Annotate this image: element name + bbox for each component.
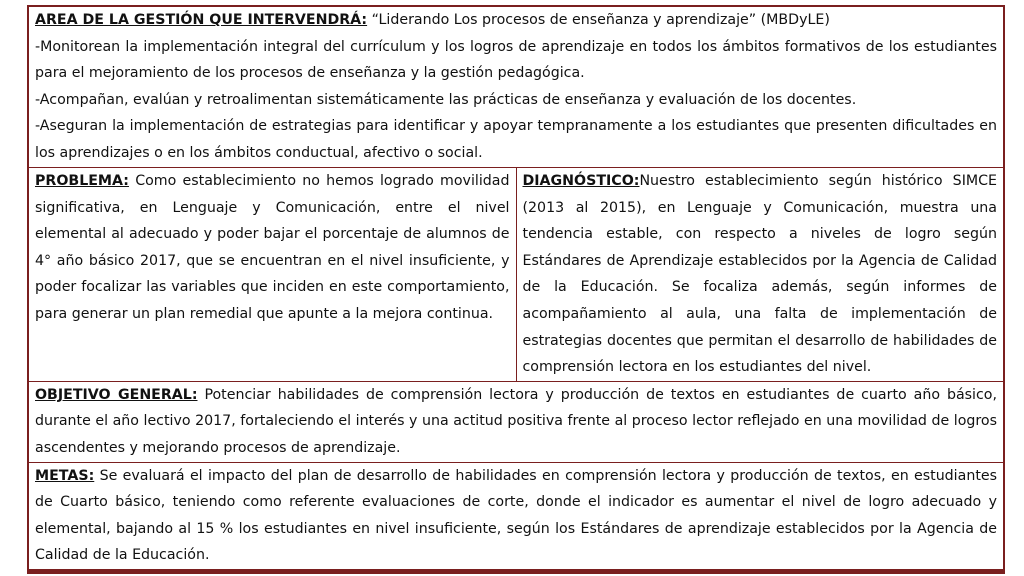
area-label: AREA DE LA GESTIÓN QUE INTERVENDRÁ:	[35, 12, 368, 28]
area-value: “Liderando Los procesos de enseñanza y aprendizaje” (MBDyLE)	[367, 12, 830, 28]
problema-text: Como establecimiento no hemos logrado movilidad significativa, en Lenguaje y Comunicación, entre el nivel elemental al adecuado y poder bajar el porcentaje de alumnos de 4° año básico 2017, que se encuentran en el nivel insuficiente, y poder focalizar las variables que inciden en este comportamiento, para generar un plan remedial que apunte a la mejora continua.	[35, 173, 510, 322]
objetivo-cell	[28, 381, 1004, 462]
diagnostico-cell	[516, 168, 1004, 382]
objetivo-label: OBJETIVO GENERAL:	[35, 386, 198, 403]
area-row	[28, 6, 1004, 168]
objetivo-row	[28, 381, 1004, 462]
problema-label: PROBLEMA:	[35, 173, 129, 189]
bottom-border	[27, 571, 1005, 574]
area-cell	[28, 6, 1004, 168]
metas-cell	[28, 462, 1004, 570]
diagnostico-label: DIAGNÓSTICO:	[522, 173, 640, 189]
metas-row	[28, 462, 1004, 570]
metas-label: METAS:	[35, 467, 95, 484]
area-bullet: -Acompañan, evalúan y retroalimentan sistemáticamente las prácticas de enseñanza y evaluación de los docentes.	[35, 91, 857, 108]
area-bullet: -Monitorean la implementación integral del currículum y los logros de aprendizaje en todos los ámbitos formativos de los estudiantes para el mejoramiento de los procesos de enseñanza y la gestión pedagógica.	[35, 38, 997, 82]
metas-text: Se evaluará el impacto del plan de desarrollo de habilidades en comprensión lectora y producción de textos, en estudiantes de Cuarto básico, teniendo como referente evaluaciones de corte, donde el indicador es aumentar el nivel de logro adecuado y elemental, bajando al 15 % los estudiantes en nivel insuficiente, según los Estándares de aprendizaje establecidos por la Agencia de Calidad de la Educación.	[35, 467, 997, 564]
objetivo-text: Potenciar habilidades de comprensión lectora y producción de textos en estudiantes de cuarto año básico, durante el año lectivo 2017, fortaleciendo el interés y una actitud positiva frente al proceso lector reflejado en una movilidad de logros ascendentes y mejorando procesos de aprendizaje.	[35, 386, 997, 456]
problem-diagnosis-row	[28, 168, 1004, 382]
area-heading	[35, 7, 997, 34]
plan-table	[27, 5, 1005, 571]
area-bullet: -Aseguran la implementación de estrategias para identificar y apoyar tempranamente a los estudiantes que presenten dificultades en los aprendizajes o en los ámbitos conductual, afectivo o social.	[35, 118, 997, 161]
diagnostico-text: Nuestro establecimiento según histórico SIMCE (2013 al 2015), en Lenguaje y Comunicación, muestra una tendencia estable, con respecto a niveles de logro según Estándares de Aprendizaje establecidos por la Agencia de Calidad de la Educación. Se focaliza además, según informes de acompañamiento al aula, una falta de implementación de estrategias docentes que permitan el desarrollo de habilidades de comprensión lectora en los estudiantes del nivel.	[522, 173, 997, 376]
problema-cell	[28, 168, 516, 382]
